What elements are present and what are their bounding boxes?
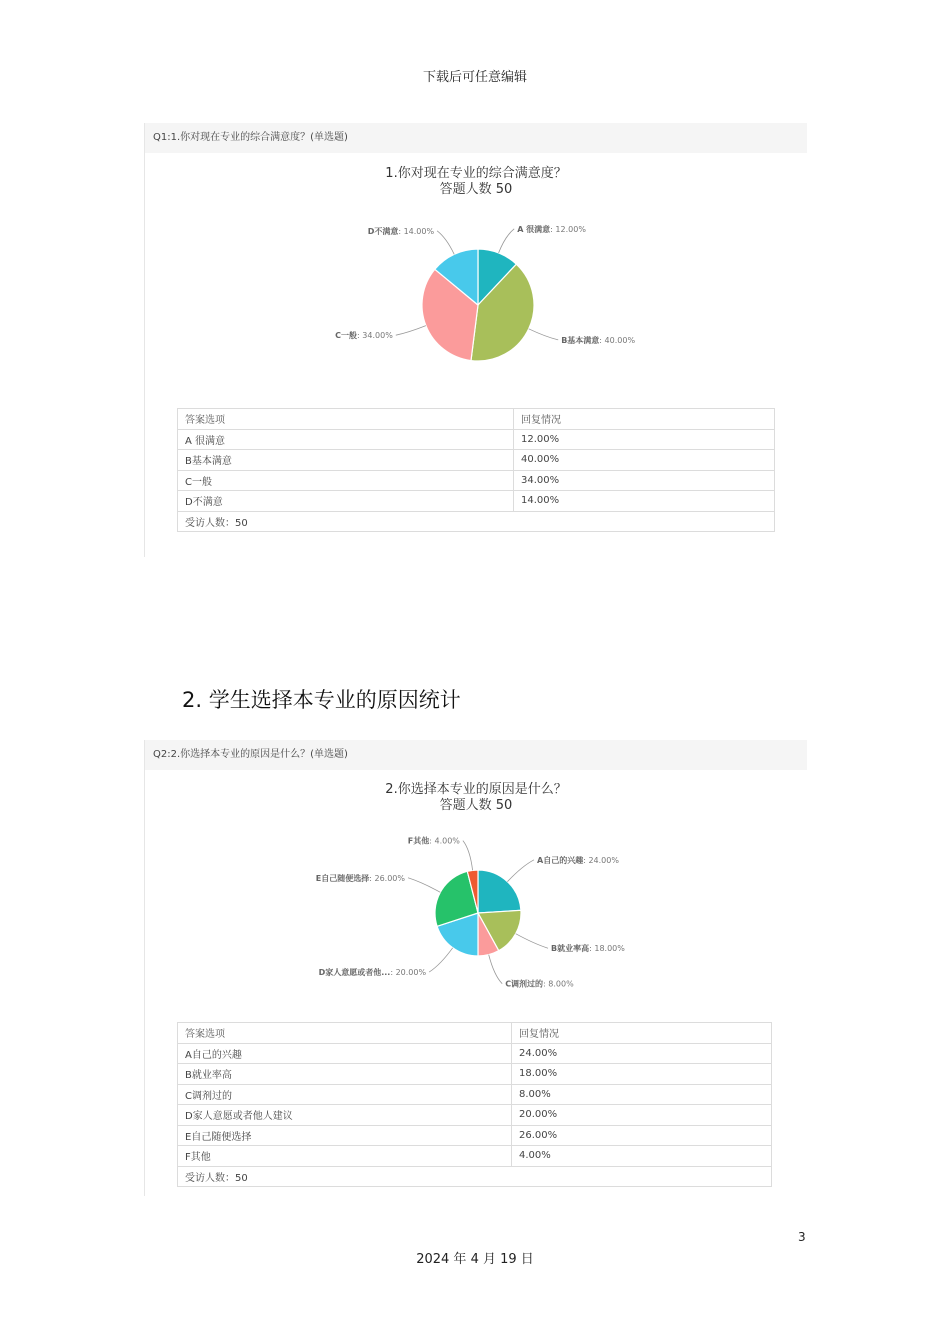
respondent-count: 受访人数：50 [178, 511, 775, 532]
row-option: F其他 [178, 1146, 512, 1167]
row-option: D不满意 [178, 491, 514, 512]
q2-slice-label-5: F其他: 4.00% [407, 836, 460, 846]
q2-leader-line-5 [463, 841, 473, 871]
q2-leader-line-1 [516, 934, 548, 949]
q1-pie-chart [145, 218, 807, 388]
table-row [178, 1064, 772, 1085]
row-option: B基本满意 [178, 450, 514, 471]
row-value: 8.00% [512, 1084, 772, 1105]
q2-slice-0 [478, 870, 521, 913]
q2-leader-line-0 [507, 860, 534, 882]
q1-leader-line-2 [396, 326, 426, 336]
q2-slice-label-4: E自己随便选择: 26.00% [315, 873, 405, 883]
q2-chart-subtitle: 答题人数 50 [439, 798, 513, 813]
row-option: E自己随便选择 [178, 1125, 512, 1146]
q1-slice-label-3: D不满意: 14.00% [367, 226, 435, 236]
q1-chart-title: 1.你对现在专业的综合满意度？ [385, 166, 567, 181]
table-header-row [178, 409, 775, 430]
table-header-option: 答案选项 [178, 409, 514, 430]
row-value: 34.00% [514, 470, 775, 491]
q2-answer-table [177, 1022, 772, 1187]
row-value: 26.00% [512, 1125, 772, 1146]
row-value: 20.00% [512, 1105, 772, 1126]
row-option: C调剂过的 [178, 1084, 512, 1105]
q2-panel [144, 740, 807, 1196]
row-option: A 很满意 [178, 429, 514, 450]
table-header-option: 答案选项 [178, 1023, 512, 1044]
q2-slice-label-2: C调剂过的: 8.00% [505, 979, 574, 989]
page-number: 3 [798, 1230, 806, 1244]
table-header-row [178, 1023, 772, 1044]
table-header-value: 回复情况 [514, 409, 775, 430]
table-row [178, 1105, 772, 1126]
q2-slice-label-1: B就业率高: 18.00% [551, 944, 625, 954]
q1-leader-line-0 [499, 229, 515, 253]
q1-slice-label-1: B基本满意: 40.00% [561, 335, 636, 345]
row-value: 40.00% [514, 450, 775, 471]
row-value: 14.00% [514, 491, 775, 512]
table-row [178, 1043, 772, 1064]
table-row [178, 491, 775, 512]
table-row [178, 1125, 772, 1146]
q2-leader-line-4 [408, 878, 440, 893]
q2-leader-line-2 [489, 955, 503, 984]
q2-slice-label-3: D家人意愿或者他...: 20.00% [318, 968, 427, 978]
table-footer-row [178, 1166, 772, 1187]
row-value: 18.00% [512, 1064, 772, 1085]
row-option: C一般 [178, 470, 514, 491]
q1-slice-label-2: C一般: 34.00% [335, 331, 393, 341]
row-option: A自己的兴趣 [178, 1043, 512, 1064]
q1-leader-line-3 [437, 231, 454, 255]
table-row [178, 429, 775, 450]
q2-leader-line-3 [429, 948, 453, 972]
respondent-count: 受访人数：50 [178, 1166, 772, 1187]
table-row [178, 470, 775, 491]
table-footer-row [178, 511, 775, 532]
footer-date: 2024 年 4 月 19 日 [416, 1252, 534, 1267]
q2-chart-title: 2.你选择本专业的原因是什么？ [385, 782, 567, 797]
header-note: 下载后可任意编辑 [422, 70, 527, 85]
row-value: 12.00% [514, 429, 775, 450]
row-option: B就业率高 [178, 1064, 512, 1085]
row-value: 24.00% [512, 1043, 772, 1064]
table-row [178, 1146, 772, 1167]
q1-chart-subtitle: 答题人数 50 [439, 182, 513, 197]
row-option: D家人意愿或者他人建议 [178, 1105, 512, 1126]
q1-slice-label-0: A 很满意: 12.00% [517, 224, 586, 234]
q2-panel-title: Q2:2.你选择本专业的原因是什么？(单选题) [145, 740, 807, 770]
table-row [178, 450, 775, 471]
q2-slice-label-0: A自己的兴趣: 24.00% [537, 855, 619, 865]
section-2-heading: 2. 学生选择本专业的原因统计 [182, 688, 461, 712]
q1-panel-title: Q1:1.你对现在专业的综合满意度？(单选题) [145, 123, 807, 153]
table-header-value: 回复情况 [512, 1023, 772, 1044]
q2-pie-chart [145, 834, 807, 994]
table-row [178, 1084, 772, 1105]
q1-leader-line-1 [529, 329, 559, 340]
row-value: 4.00% [512, 1146, 772, 1167]
q1-answer-table [177, 408, 775, 532]
q1-panel [144, 123, 807, 557]
